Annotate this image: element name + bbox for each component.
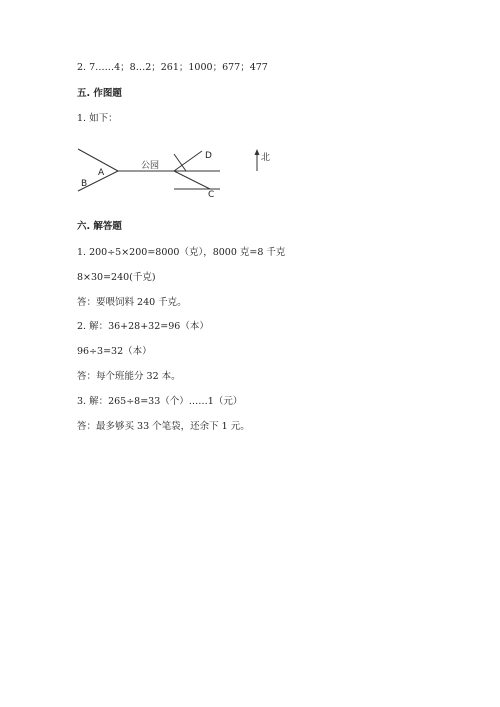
label-park: 公园: [141, 161, 160, 171]
answer-6-2-line-3: 答：每个班能分 32 本。: [77, 371, 181, 382]
section-5-heading: 五. 作图题: [77, 88, 122, 99]
question-5-1: 1. 如下：: [77, 113, 118, 124]
answer-6-1-line-2: 8×30=240(千克): [77, 272, 156, 283]
north-arrow-head: [255, 149, 260, 155]
answer-2: 2. 7……4；8…2；261；1000；677；477: [77, 62, 268, 73]
answer-6-1-line-1: 1. 200÷5×200=8000（克），8000 克=8 千克: [77, 247, 286, 258]
label-c: C: [208, 190, 215, 200]
park-diagram: [70, 140, 280, 200]
line-d-2: [174, 151, 202, 171]
answer-6-1-line-3: 答：要喂饲料 240 千克。: [77, 297, 187, 308]
label-north: 北: [261, 153, 271, 163]
label-d: D: [205, 151, 212, 161]
answer-6-3-line-2: 答：最多够买 33 个笔袋，还余下 1 元。: [77, 421, 250, 432]
line-d-1: [174, 154, 186, 171]
answer-6-2-line-2: 96÷3=32（本）: [77, 346, 152, 357]
label-a: A: [98, 168, 105, 178]
label-b: B: [81, 179, 88, 189]
answer-6-2-line-1: 2. 解：36+28+32=96（本）: [77, 321, 209, 332]
line-c-1: [174, 171, 210, 189]
answer-6-3-line-1: 3. 解：265÷8=33（个）……1（元）: [77, 396, 243, 407]
section-6-heading: 六. 解答题: [77, 221, 122, 232]
